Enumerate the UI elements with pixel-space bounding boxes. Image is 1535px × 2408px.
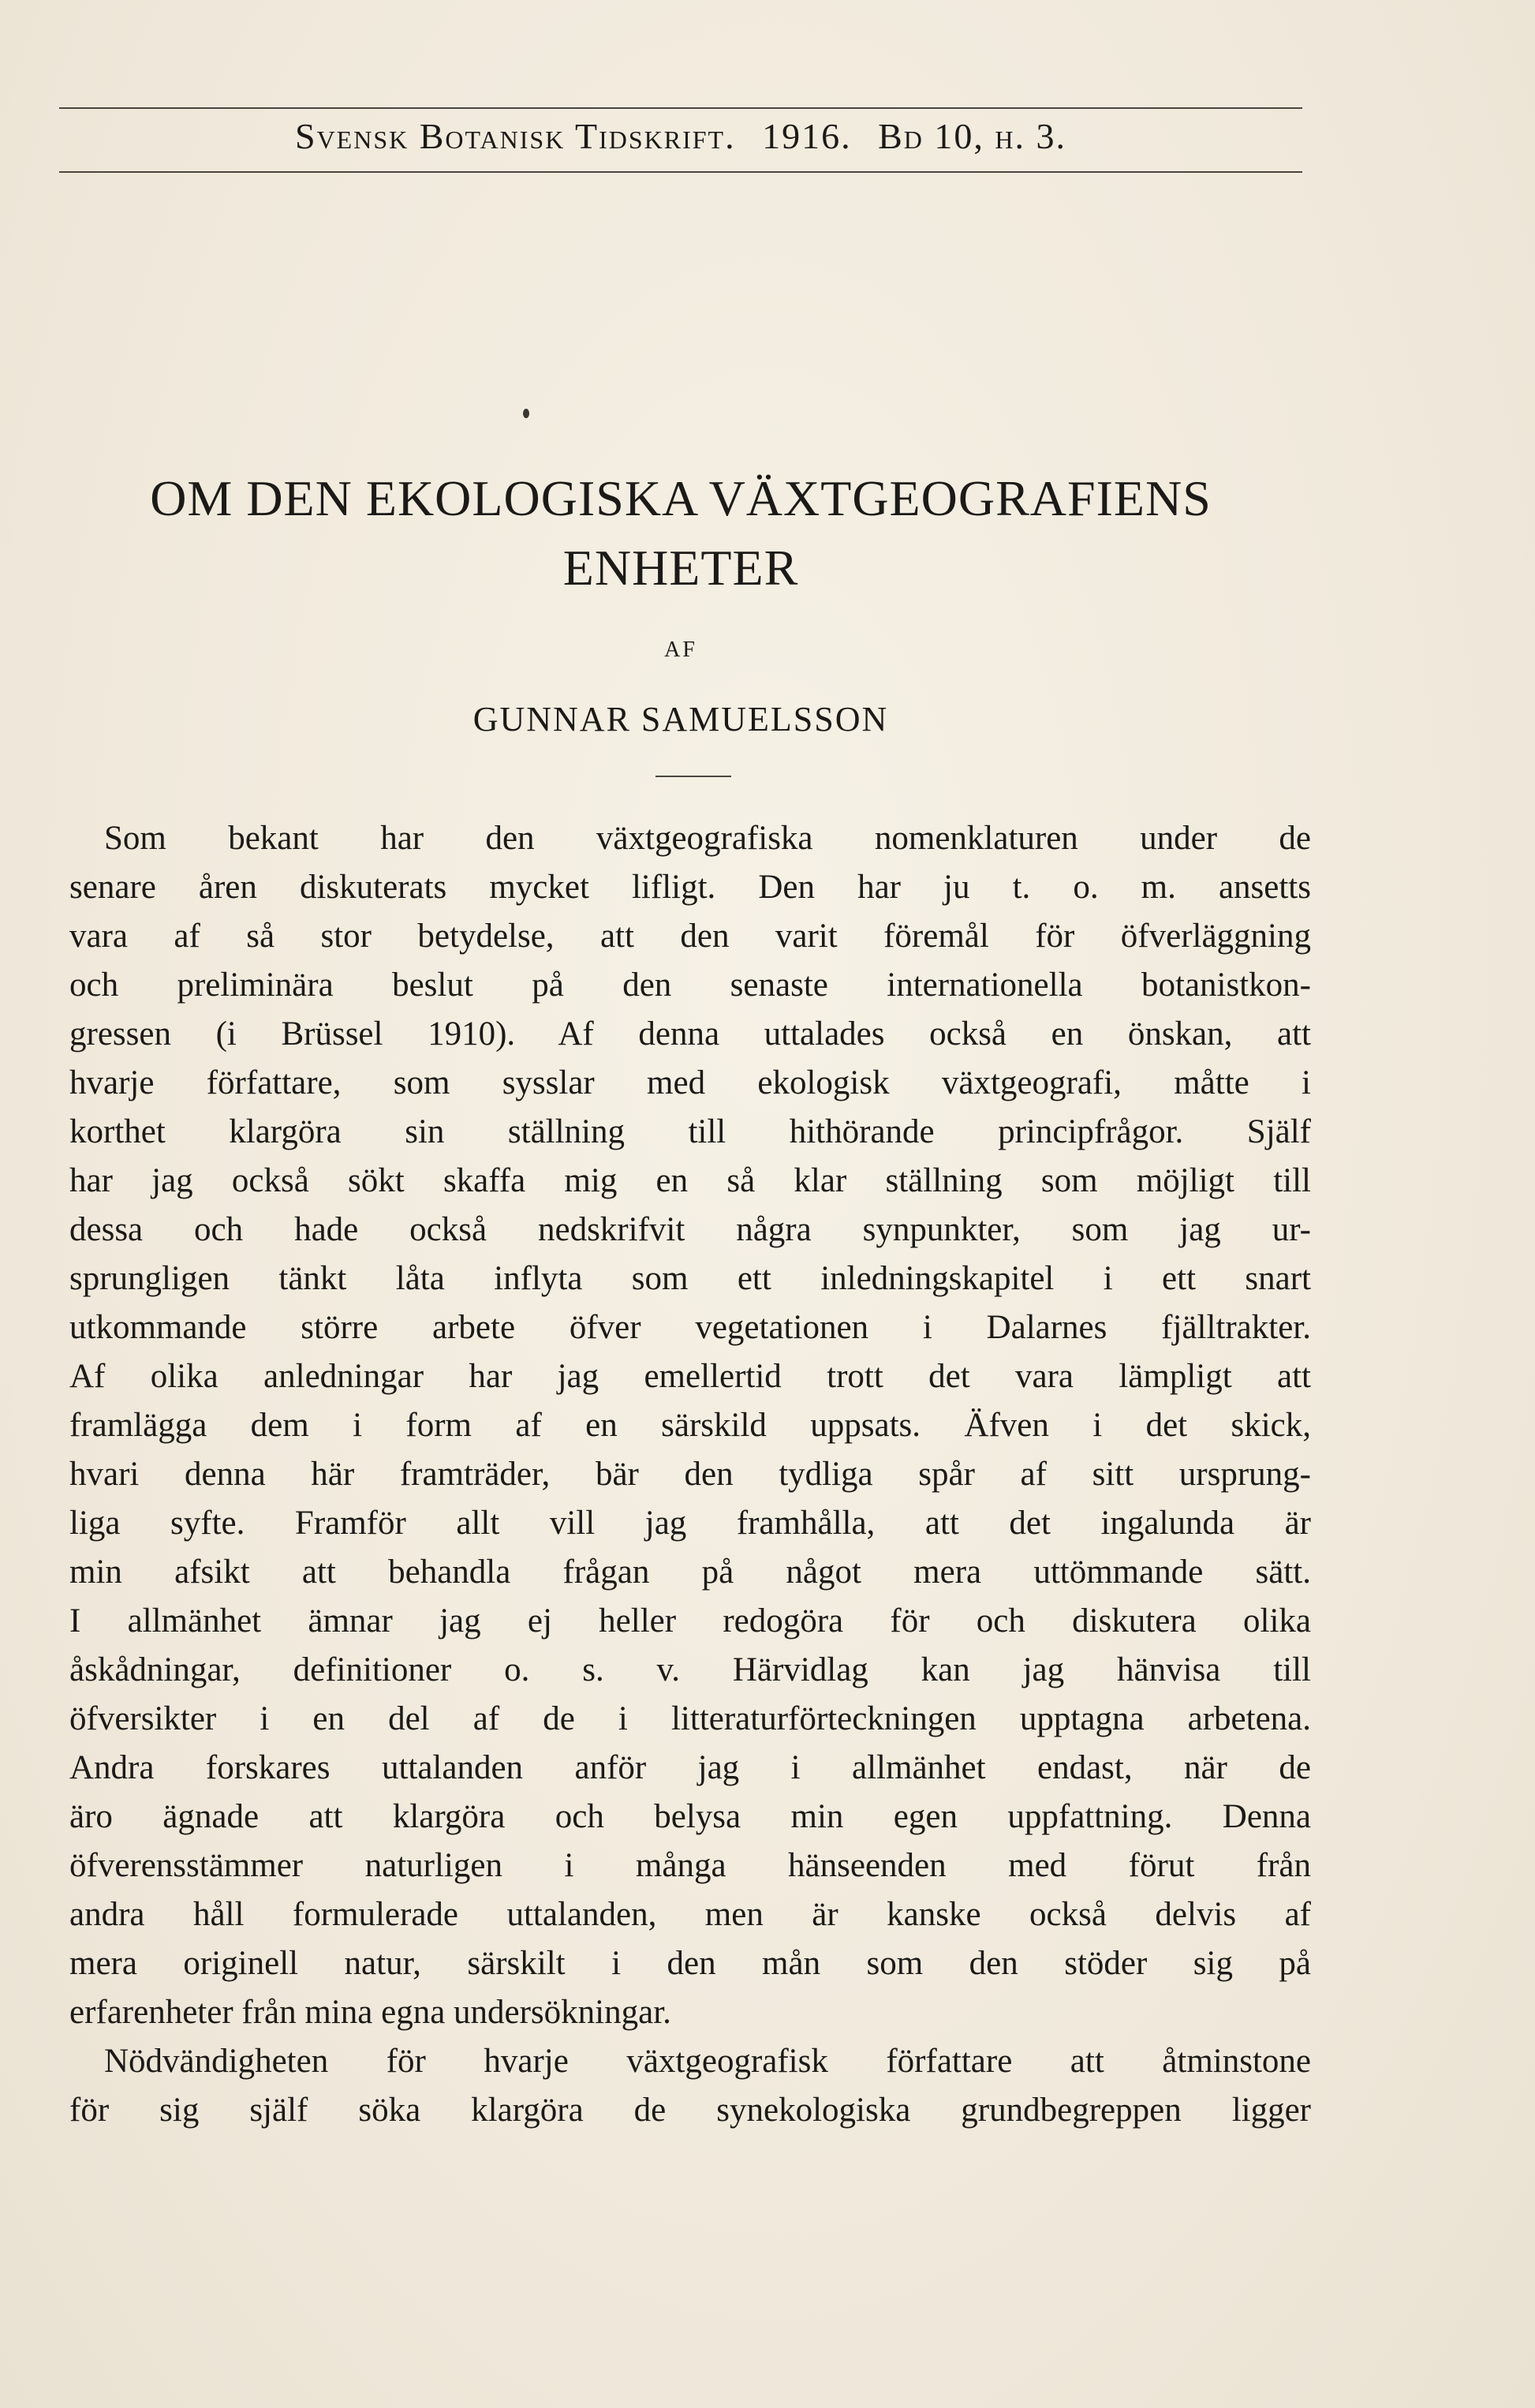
body-line: och preliminära beslut på den senaste internationella botanistkon- [69, 967, 1311, 1004]
title-line-1: OM DEN EKOLOGISKA VÄXTGEOGRAFIENS [150, 470, 1212, 526]
body-line: öfverensstämmer naturligen i många hänseenden med förut från [69, 1847, 1311, 1884]
body-line: dessa och hade också nedskrifvit några synpunkter, som jag ur- [69, 1211, 1311, 1248]
body-line: för sig själf söka klargöra de synekologiska grundbegreppen ligger [69, 2092, 1311, 2129]
header-rule-top [59, 107, 1302, 109]
body-line: utkommande större arbete öfver vegetationen i Dalarnes fjälltrakter. [69, 1309, 1311, 1346]
body-line: min afsikt att behandla frågan på något mera uttömmande sätt. [69, 1554, 1311, 1591]
ink-speck [523, 409, 529, 418]
body-text [69, 814, 1311, 2135]
byline-prefix: AF [664, 638, 697, 662]
body-line: äro ägnade att klargöra och belysa min egen uppfattning. Denna [69, 1798, 1311, 1835]
body-line: åskådningar, definitioner o. s. v. Härvidlag kan jag hänvisa till [69, 1651, 1311, 1688]
body-line: korthet klargöra sin ställning till hithörande principfrågor. Själf [69, 1113, 1311, 1150]
body-line: mera originell natur, särskilt i den mån som den stöder sig på [69, 1945, 1311, 1982]
body-line: framlägga dem i form af en särskild uppsats. Äfven i det skick, [69, 1407, 1311, 1444]
article-title [59, 464, 1302, 603]
body-line: hvarje författare, som sysslar med ekologisk växtgeografi, måtte i [69, 1064, 1311, 1101]
journal-year: 1916. [762, 116, 852, 156]
body-line: erfarenheter från mina egna undersökningar. [69, 1994, 671, 2031]
body-line: senare åren diskuterats mycket lifligt. Den har ju t. o. m. ansetts [69, 869, 1311, 906]
body-line: liga syfte. Framför allt vill jag framhålla, att det ingalunda är [69, 1505, 1311, 1542]
body-line: sprungligen tänkt låta inflyta som ett inledningskapitel i ett snart [69, 1260, 1311, 1297]
body-line: Andra forskares uttalanden anför jag i allmänhet endast, när de [69, 1749, 1311, 1786]
body-line: Nödvändigheten för hvarje växtgeografisk författare att åtminstone [104, 2043, 1311, 2080]
body-line: I allmänhet ämnar jag ej heller redogöra för och diskutera olika [69, 1602, 1311, 1640]
journal-name: Svensk Botanisk Tidskrift. [294, 116, 736, 156]
body-line: andra håll formulerade uttalanden, men är kanske också delvis af [69, 1896, 1311, 1933]
running-head [59, 115, 1302, 157]
journal-volume: Bd 10, h. 3. [878, 116, 1066, 156]
body-line: öfversikter i en del af de i litteraturförteckningen upptagna arbetena. [69, 1700, 1311, 1737]
body-line: Af olika anledningar har jag emellertid trott det vara lämpligt att [69, 1358, 1311, 1395]
body-line: har jag också sökt skaffa mig en så klar ställning som möjligt till [69, 1162, 1311, 1199]
body-line: hvari denna här framträder, bär den tydliga spår af sitt ursprung- [69, 1456, 1311, 1493]
body-line: Som bekant har den växtgeografiska nomenklaturen under de [104, 820, 1311, 857]
author-name: GUNNAR SAMUELSSON [472, 700, 889, 738]
title-separator-rule [655, 776, 731, 777]
header-rule-bottom [59, 171, 1302, 173]
title-line-2: ENHETER [562, 540, 799, 596]
body-line: gressen (i Brüssel 1910). Af denna uttalades också en önskan, att [69, 1015, 1311, 1053]
body-line: vara af så stor betydelse, att den varit föremål för öfverläggning [69, 918, 1311, 955]
